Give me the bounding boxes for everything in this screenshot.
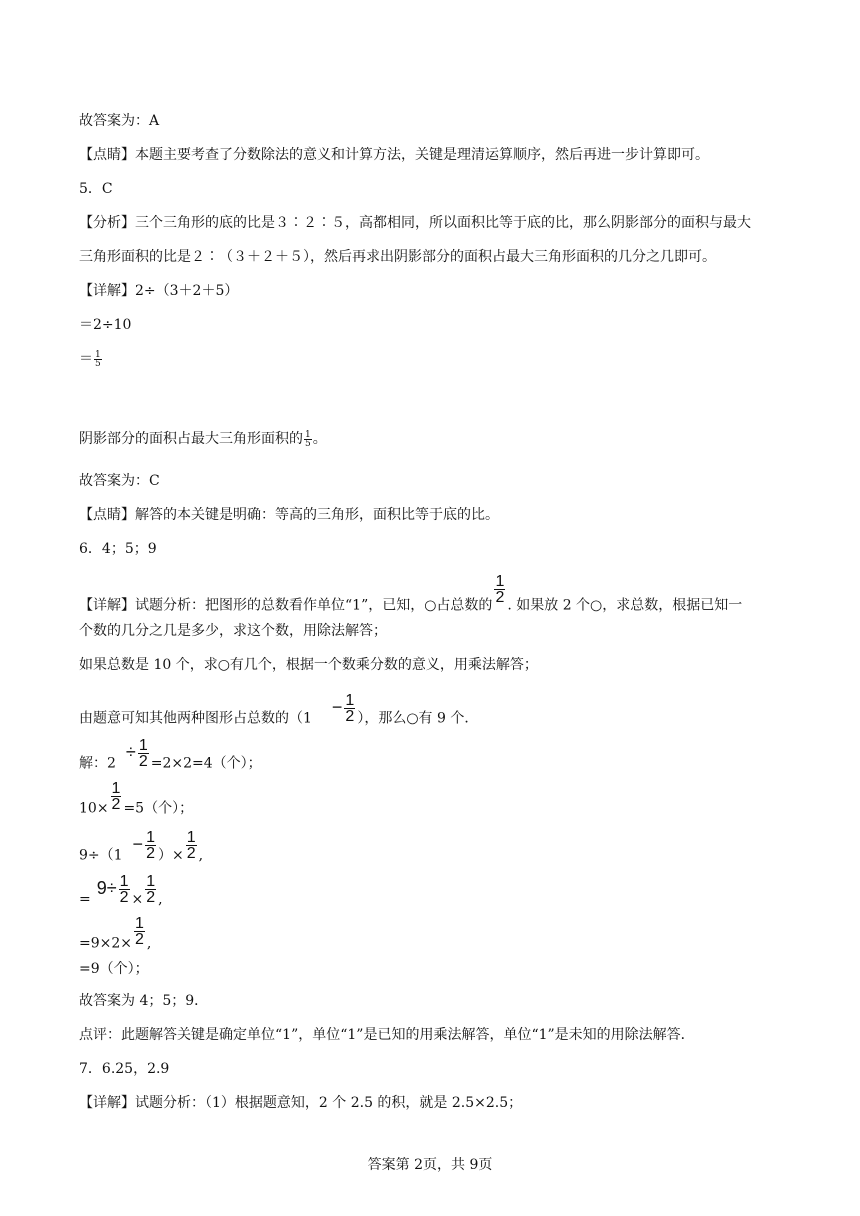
calc-line: =9×2× $\frac{1}{2}$ ,	[79, 915, 152, 952]
answer-line: 故答案为：C	[79, 473, 160, 489]
half-fraction: $\frac{1}{2}$	[186, 829, 196, 862]
half-fraction: $\frac{1}{2}$	[135, 915, 144, 948]
comment-line: 点评：此题解答关键是确定单位“1”，单位“1”是已知的用乘法解答，单位“1”是未知的用除法解答．	[79, 1027, 695, 1043]
equals-sign: ＝	[79, 351, 93, 367]
calc-line: 解：2÷ $\frac{1}{2}$ =2×2=4（个）；	[79, 737, 262, 772]
half-fraction: $\frac{1}{2}$	[138, 737, 148, 770]
comment-line: 【点睛】解答的本关键是明确：等高的三角形，面积比等于底的比。	[79, 507, 499, 523]
calc-line	[79, 350, 103, 368]
answer-line: 故答案为：A	[79, 113, 160, 129]
half-fraction: $\frac{1}{2}$	[146, 829, 155, 862]
comment-line: 【点睛】本题主要考查了分数除法的意义和计算方法，关键是理清运算顺序，然后再进一步计算即可。	[79, 147, 709, 163]
fraction	[94, 351, 102, 368]
detail-line: 【详解】2÷（3＋2＋5）	[79, 283, 239, 299]
question-number: 6．4；5；9	[79, 541, 157, 557]
half-fraction: $\frac{1}{2}$	[119, 873, 129, 906]
detail-line: 【详解】试题分析：（1）根据题意知，2 个 2.5 的积，就是 2.5×2.5；	[79, 1095, 523, 1111]
calc-line: 9÷（1− $\frac{1}{2}$ ）× $\frac{1}{2}$ ,	[79, 829, 204, 864]
calc-line: 10× $\frac{1}{2}$ =5（个）；	[79, 780, 194, 817]
fraction-numerator: 1	[95, 349, 101, 360]
half-fraction: $\frac{1}{2}$	[345, 692, 355, 725]
half-fraction: $\frac{1}{2}$	[146, 873, 156, 906]
detail-line: 【详解】试题分析：把图形的总数看作单位“1”，已知，○占总数的 $\frac{1}{2}$ . 如果放 2 个○，求总数，根据已知一	[79, 573, 743, 614]
analysis-line: 三角形面积的比是２∶（３＋２＋５），然后再求出阴影部分的面积占最大三角形面积的几分之几即可。	[79, 249, 716, 265]
answer-line: 故答案为 4；5；9．	[79, 993, 209, 1009]
analysis-line: 【分析】三个三角形的底的比是３∶２∶５，高都相同，所以面积比等于底的比，那么阴影部分的面积与最大	[79, 215, 751, 231]
conclusion-line: 阴影部分的面积占最大三角形面积的 $\frac{1}{5}$ 。	[79, 429, 327, 449]
detail-line: 个数的几分之几是多少，求这个数，用除法解答；	[79, 623, 387, 639]
detail-line: 如果总数是 10 个，求○有几个，根据一个数乘分数的意义，用乘法解答；	[79, 657, 538, 673]
half-fraction: $\frac{1}{2}$	[495, 573, 505, 606]
page-footer: 答案第 2页，共 9页	[367, 1157, 493, 1173]
question-number: 7．6.25，2.9	[79, 1061, 170, 1077]
fraction: $\frac{1}{5}$	[305, 429, 311, 449]
calc-line: =9（个）；	[79, 961, 149, 977]
fraction-denominator: 5	[95, 358, 101, 369]
question-number: 5．C	[79, 181, 113, 197]
detail-line: 由题意可知其他两种图形占总数的（1− $\frac{1}{2}$ ），那么○有 9 个．	[79, 692, 479, 727]
half-fraction: $\frac{1}{2}$	[111, 780, 121, 813]
calc-line: ＝2÷10	[79, 317, 132, 333]
calc-line: =9÷ $\frac{1}{2}$ × $\frac{1}{2}$ ,	[79, 873, 163, 908]
